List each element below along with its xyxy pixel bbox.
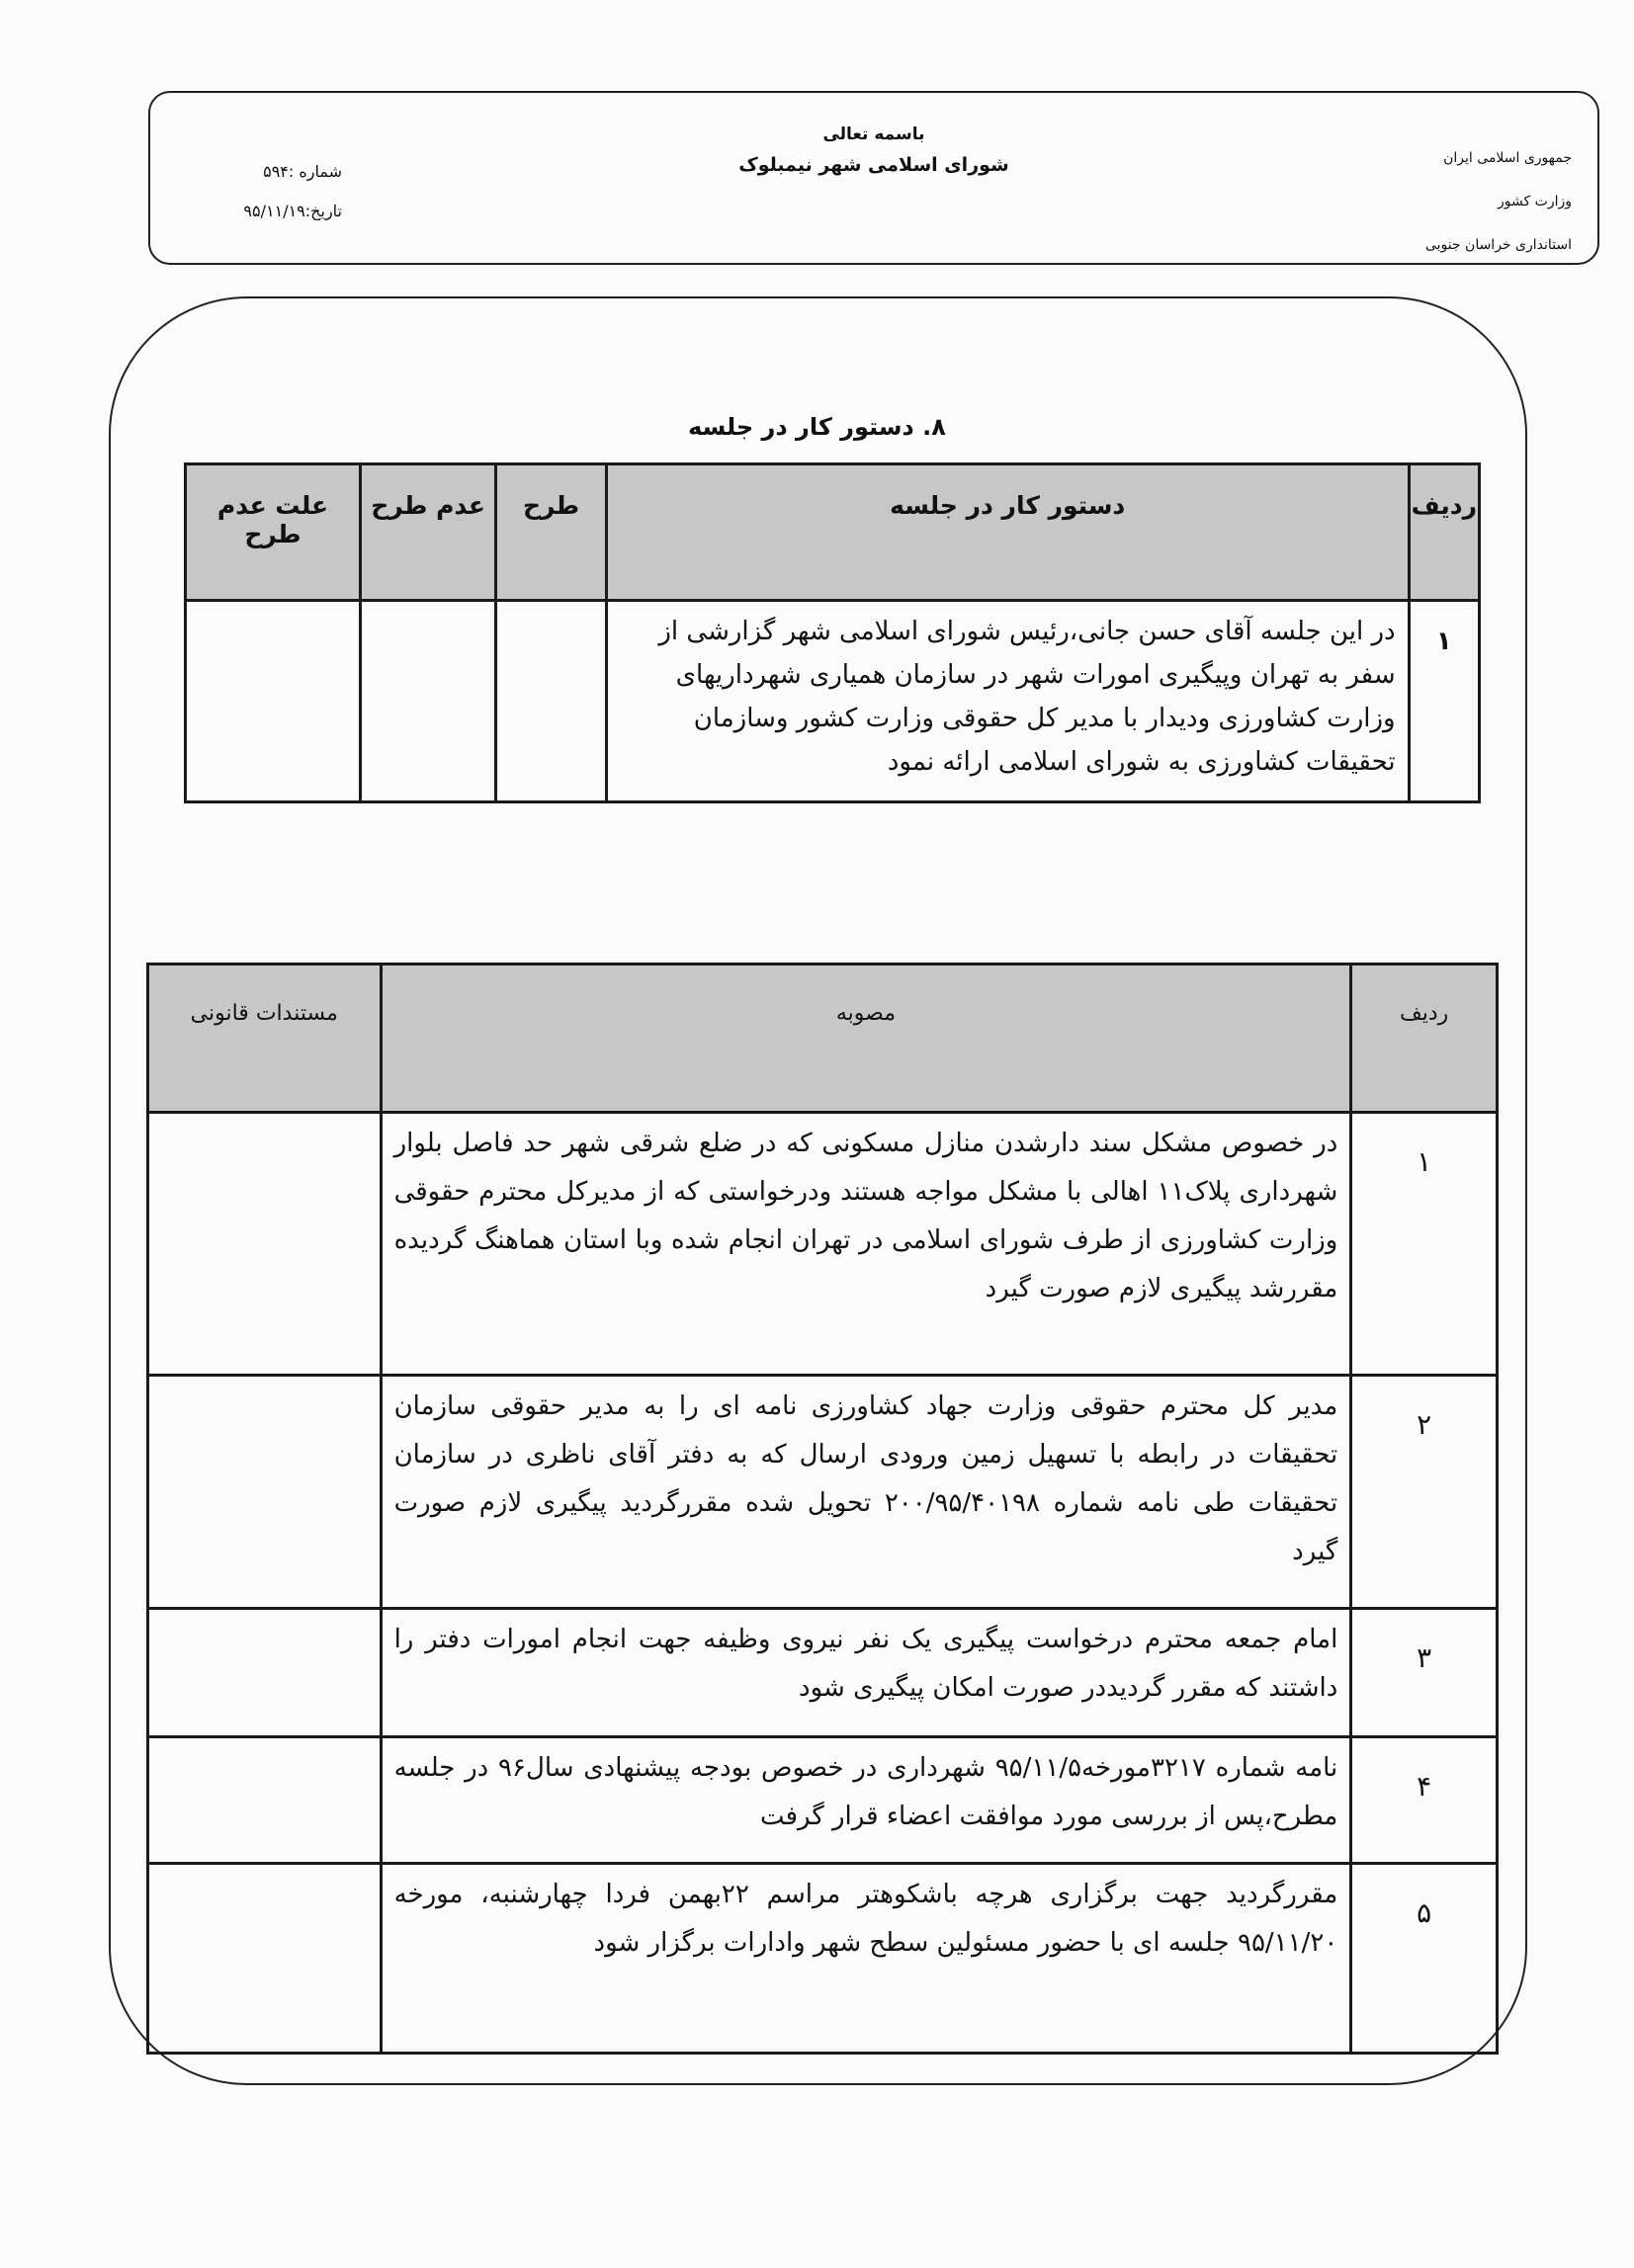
letter-meta — [194, 152, 342, 231]
legal-docs-cell — [148, 1609, 382, 1737]
gov-line-2: وزارت کشور — [1498, 194, 1572, 210]
resolution-text: امام جمعه محترم درخواست پیگیری یک نفر نیروی وظیفه جهت انجام امورات دفتر را داشتند که مقرر گردیددر صورت امکان پیگیری شود — [381, 1609, 1351, 1737]
row-number: ۱ — [1351, 1113, 1498, 1376]
resolutions-table — [146, 963, 1499, 2055]
row-number: ۳ — [1351, 1609, 1498, 1737]
legal-docs-cell — [148, 1376, 382, 1609]
legal-docs-cell — [148, 1864, 382, 2054]
resolution-text: مقررگردید جهت برگزاری هرچه باشکوهتر مراسم ۲۲بهمن فردا چهارشنبه، مورخه ۹۵/۱۱/۲۰ جلسه ای با حضور مسئولین سطح شهر وادارات برگزار شود — [381, 1864, 1351, 2054]
council-name: شورای اسلامی شهر نیمبلوک — [738, 154, 1009, 176]
legal-docs-cell — [148, 1737, 382, 1864]
agenda-col-agenda: دستور کار در جلسه — [606, 464, 1409, 601]
agenda-col-row: ردیف — [1409, 464, 1479, 601]
resolutions-header-row — [148, 965, 1498, 1113]
letter-number: شماره :۵۹۴ — [263, 162, 342, 181]
legal-docs-cell — [148, 1113, 382, 1376]
not-proposed-cell — [360, 601, 495, 802]
reason-cell — [186, 601, 361, 802]
agenda-col-reason: علت عدم طرح — [186, 464, 361, 601]
row-number: ۵ — [1351, 1864, 1498, 2054]
basmala: باسمه تعالی — [822, 125, 925, 144]
gov-line-1: جمهوری اسلامی ایران — [1443, 150, 1572, 166]
table-row — [148, 1609, 1498, 1737]
resolutions-col-docs: مستندات قانونی — [148, 965, 382, 1113]
row-number: ۴ — [1351, 1737, 1498, 1864]
table-row — [186, 601, 1480, 802]
row-number: ۲ — [1351, 1376, 1498, 1609]
agenda-col-not-proposed: عدم طرح — [360, 464, 495, 601]
resolution-text: مدیر کل محترم حقوقی وزارت جهاد کشاورزی نامه ای را به مدیر حقوقی سازمان تحقیقات در رابطه با تسهیل زمین ورودی ارسال که به دفتر آقای ناظری در سازمان تحقیقات طی نامه شماره ۲۰۰/۹۵/۴۰۱۹۸ تحویل شده مقررگردید پیگیری لازم صورت گیرد — [381, 1376, 1351, 1609]
agenda-col-proposed: طرح — [496, 464, 607, 601]
letterhead-title — [150, 125, 1597, 176]
table-row — [148, 1376, 1498, 1609]
agenda-header-row — [186, 464, 1480, 601]
proposed-cell — [496, 601, 607, 802]
resolutions-col-row: ردیف — [1351, 965, 1498, 1113]
letterhead — [148, 91, 1599, 265]
row-number: ۱ — [1409, 601, 1479, 802]
letter-date: تاریخ:۹۵/۱۱/۱۹ — [243, 202, 342, 220]
resolution-text: نامه شماره ۳۲۱۷مورخه۹۵/۱۱/۵ شهرداری در خصوص بودجه پیشنهادی سال۹۶ در جلسه مطرح،پس از بررسی مورد موافقت اعضاء قرار گرفت — [381, 1737, 1351, 1864]
gov-line-3: استانداری خراسان جنوبی — [1424, 237, 1572, 253]
resolutions-col-resolution: مصوبه — [381, 965, 1351, 1113]
section-title: ۸. دستور کار در جلسه — [688, 413, 946, 441]
table-row — [148, 1113, 1498, 1376]
resolution-text: در خصوص مشکل سند دارشدن منازل مسکونی که در ضلع شرقی شهر حد فاصل بلوار شهرداری پلاک۱۱ اهالی با مشکل مواجه هستند ودرخواستی که از مدیرکل محترم حقوقی وزارت کشاورزی از طرف شورای اسلامی در تهران انجام شده وبا استان هماهنگ گردیده مقررشد پیگیری لازم صورت گیرد — [381, 1113, 1351, 1376]
table-row — [148, 1864, 1498, 2054]
agenda-table — [184, 462, 1481, 803]
table-row — [148, 1737, 1498, 1864]
agenda-text: در این جلسه آقای حسن جانی،رئیس شورای اسلامی شهر گزارشی از سفر به تهران وپیگیری امورات شهر در سازمان همیاری شهرداریهای وزارت کشاورزی ودیدار با مدیر کل حقوقی وزارت کشور وسازمان تحقیقات کشاورزی به شورای اسلامی ارائه نمود — [606, 601, 1409, 802]
